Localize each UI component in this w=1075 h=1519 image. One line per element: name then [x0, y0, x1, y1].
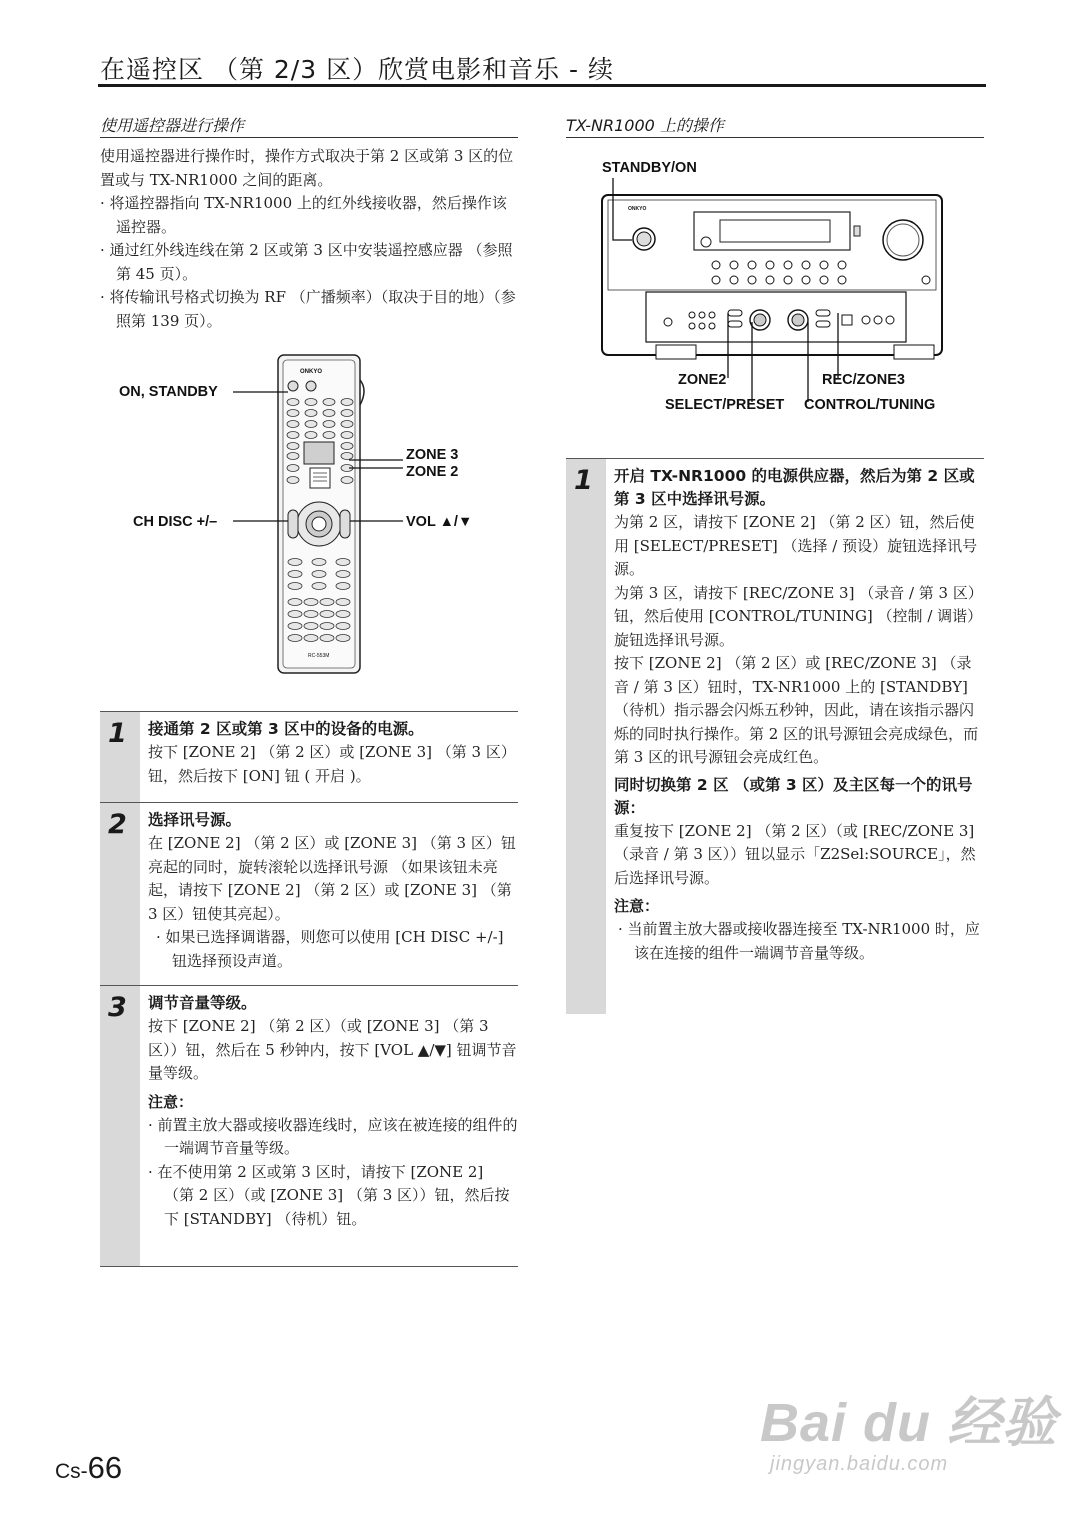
- left-section-rule: [100, 137, 518, 138]
- remote-figure: [100, 350, 520, 680]
- label-rec-zone3: REC/ZONE3: [822, 372, 905, 388]
- step-number-column: [100, 986, 140, 1266]
- note-heading: 注意：: [614, 897, 660, 915]
- step-body: 按下 [ZONE 2] （第 2 区）（或 [ZONE 3] （第 3 区））钮，然后在 5 秒钟内，按下 [VOL ▲/▼] 钮调节音量等级。: [148, 1017, 517, 1082]
- step-sub-body: 重复按下 [ZONE 2] （第 2 区）（或 [REC/ZONE 3] （录音 / 第 3 区））钮以显示「Z2Sel:SOURCE」，然后选择讯号源。: [614, 821, 976, 887]
- step-heading: 调节音量等级。: [148, 994, 257, 1012]
- step-body: 按下 [ZONE 2] （第 2 区）或 [REC/ZONE 3] （录音 / 第 3 区）钮时，TX-NR1000 上的 [STANDBY] （待机）指示器会闪烁五秒钟，因此，请在该指示器闪烁的同时执行操作。第 2 区的讯号源钮会亮成绿色，而第 3 区的讯号源钮会亮成红色。: [614, 654, 979, 766]
- right-section-title: TX-NR1000 上的操作: [566, 116, 724, 135]
- step-bullet: · 如果已选择调谐器，则您可以使用 [CH DISC +/-] 钮选择预设声道。: [156, 928, 504, 970]
- page-number-value: 66: [87, 1450, 123, 1485]
- left-step-1: [100, 711, 518, 802]
- right-section-rule: [566, 137, 984, 138]
- intro-bullet: · 将遥控器指向 TX-NR1000 上的红外线接收器，然后操作该遥控器。: [100, 194, 507, 236]
- watermark: [760, 1380, 1057, 1476]
- watermark-url: jingyan.baidu.com: [770, 1453, 949, 1475]
- page-title: 在遥控区 （第 2/3 区）欣赏电影和音乐 - 续: [100, 55, 614, 84]
- watermark-logo: Bai du 经验: [760, 1393, 1058, 1453]
- intro-bullet: · 将传输讯号格式切换为 RF （广播频率）（取决于目的地）（参照第 139 页）。: [100, 288, 516, 330]
- step-body: 为第 2 区，请按下 [ZONE 2] （第 2 区）钮，然后使用 [SELECT/PRESET] （选择 / 预设）旋钮选择讯号源。: [614, 513, 978, 578]
- left-section-title: 使用遥控器进行操作: [100, 116, 245, 135]
- label-standby-on: STANDBY/ON: [602, 160, 697, 176]
- step-number: 2: [108, 809, 127, 840]
- left-step-2: [100, 802, 518, 985]
- remote-brand: ONKYO: [300, 369, 323, 375]
- step-body: 在 [ZONE 2] （第 2 区）或 [ZONE 3] （第 3 区）钮亮起的同时，旋转滚轮以选择讯号源 （如果该钮未亮起，请按下 [ZONE 2] （第 2 区）或 [ZONE 3] （第 3 区）钮使其亮起）。: [148, 834, 516, 923]
- step-number-column: [566, 459, 606, 1014]
- step-heading: 开启 TX-NR1000 的电源供应器，然后为第 2 区或第 3 区中选择讯号源。: [614, 467, 975, 508]
- intro-text: 使用遥控器进行操作时，操作方式取决于第 2 区或第 3 区的位置或与 TX-NR1000 之间的距离。: [100, 147, 514, 189]
- label-on-standby: ON, STANDBY: [119, 384, 218, 400]
- receiver-figure: [566, 150, 986, 420]
- left-intro-block: [100, 145, 518, 333]
- label-vol: VOL ▲/▼: [406, 514, 473, 530]
- note-heading: 注意：: [148, 1092, 194, 1111]
- step-heading: 接通第 2 区或第 3 区中的设备的电源。: [148, 720, 424, 738]
- step-number: 1: [574, 465, 593, 496]
- step-body: 按下 [ZONE 2] （第 2 区）或 [ZONE 3] （第 3 区）钮，然后按下 [ON] 钮 ( 开启 )。: [148, 743, 516, 785]
- remote-model: RC-553M: [308, 653, 330, 659]
- note-item: · 在不使用第 2 区或第 3 区时，请按下 [ZONE 2] （第 2 区）（或 [ZONE 3] （第 3 区））钮，然后按下 [STANDBY] （待机）钮。: [148, 1162, 510, 1228]
- left-step-3: [100, 985, 518, 1267]
- title-rule: [98, 84, 986, 87]
- label-ch-disc: CH DISC +/–: [133, 514, 218, 530]
- note-item: · 前置主放大器或接收器连线时，应该在被连接的组件的一端调节音量等级。: [148, 1115, 518, 1157]
- label-zone2: ZONE2: [678, 372, 727, 388]
- label-control-tuning: CONTROL/TUNING: [804, 397, 936, 413]
- page-number: [55, 1450, 122, 1486]
- step-body: 为第 3 区，请按下 [REC/ZONE 3] （录音 / 第 3 区）钮，然后使用 [CONTROL/TUNING] （控制 / 调谐）旋钮选择讯号源。: [614, 583, 983, 649]
- label-select-preset: SELECT/PRESET: [665, 397, 785, 413]
- note-item: · 当前置主放大器或接收器连接至 TX-NR1000 时，应该在连接的组件一端调节音量等级。: [618, 920, 980, 962]
- receiver-brand: ONKYO: [628, 206, 647, 212]
- page-prefix: Cs-: [55, 1460, 88, 1483]
- receiver-illustration: [566, 150, 986, 420]
- label-zone2: ZONE 2: [406, 464, 459, 480]
- right-step-1: [566, 458, 984, 1014]
- step-subheading: 同时切换第 2 区 （或第 3 区）及主区每一个的讯号源：: [614, 775, 973, 817]
- step-number: 3: [108, 992, 127, 1023]
- intro-bullet: · 通过红外线连线在第 2 区或第 3 区中安装遥控感应器 （参照第 45 页）。: [100, 241, 513, 283]
- label-zone3: ZONE 3: [406, 447, 459, 463]
- step-heading: 选择讯号源。: [148, 811, 242, 829]
- step-number: 1: [108, 718, 127, 749]
